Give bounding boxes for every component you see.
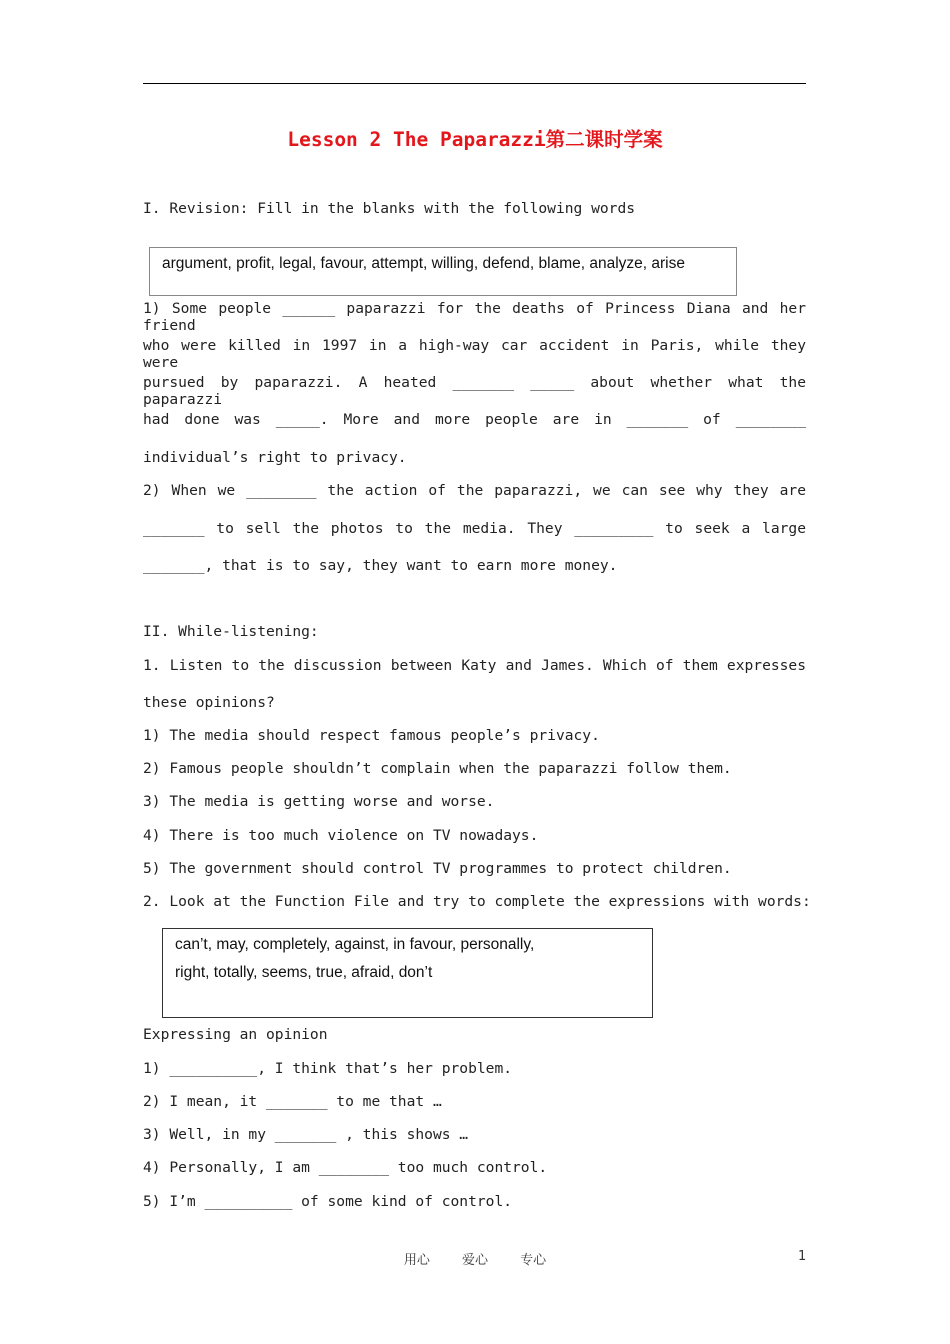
word-box-2-line-1: can’t, may, completely, against, in favour, personally, [175,936,535,953]
page-title: Lesson 2 The Paparazzi第二课时学案 [287,128,663,151]
para1-line-2: who were killed in 1997 in a high-way car accident in Paris, while they were [143,337,806,371]
opinion-3: 3) The media is getting worse and worse. [143,793,495,810]
expression-1: 1) __________, I think that’s her problem. [143,1060,513,1077]
header-rule [143,83,806,84]
expression-2: 2) I mean, it _______ to me that … [143,1093,442,1110]
para1-line-1: 1) Some people ______ paparazzi for the deaths of Princess Diana and her friend [143,300,806,334]
word-box-1 [149,247,737,296]
word-box-2 [162,928,653,1018]
page-number: 1 [798,1249,807,1264]
q1-line-2: these opinions? [143,694,275,711]
q1-line-1: 1. Listen to the discussion between Katy and James. Which of them expresses [143,657,806,674]
para1-line-5: individual’s right to privacy. [143,449,407,466]
expression-3: 3) Well, in my _______ , this shows … [143,1126,469,1143]
section2-heading: II. While-listening: [143,623,319,640]
para1-line-4: had done was _____. More and more people are in _______ of ________ [143,411,806,428]
footer-text: 用心 爱心 专心 [403,1253,547,1268]
expression-4: 4) Personally, I am ________ too much control. [143,1159,548,1176]
q2-text: 2. Look at the Function File and try to complete the expressions with words: [143,893,811,910]
para1-line-3: pursued by paparazzi. A heated _______ _____ about whether what the paparazzi [143,374,806,408]
word-box-1-text: argument, profit, legal, favour, attempt, willing, defend, blame, analyze, arise [162,255,685,272]
para2-line-2: _______ to sell the photos to the media. They _________ to seek a large [143,520,806,537]
para2-line-1: 2) When we ________ the action of the paparazzi, we can see why they are [143,482,806,499]
expr-heading: Expressing an opinion [143,1026,328,1043]
para2-line-3: _______, that is to say, they want to earn more money. [143,557,618,574]
word-box-2-line-2: right, totally, seems, true, afraid, don’t [175,964,433,981]
opinion-5: 5) The government should control TV programmes to protect children. [143,860,732,877]
opinion-4: 4) There is too much violence on TV nowadays. [143,827,539,844]
expression-5: 5) I’m __________ of some kind of control. [143,1193,513,1210]
opinion-2: 2) Famous people shouldn’t complain when the paparazzi follow them. [143,760,732,777]
section1-heading: I. Revision: Fill in the blanks with the following words [143,200,636,217]
opinion-1: 1) The media should respect famous people’s privacy. [143,727,600,744]
